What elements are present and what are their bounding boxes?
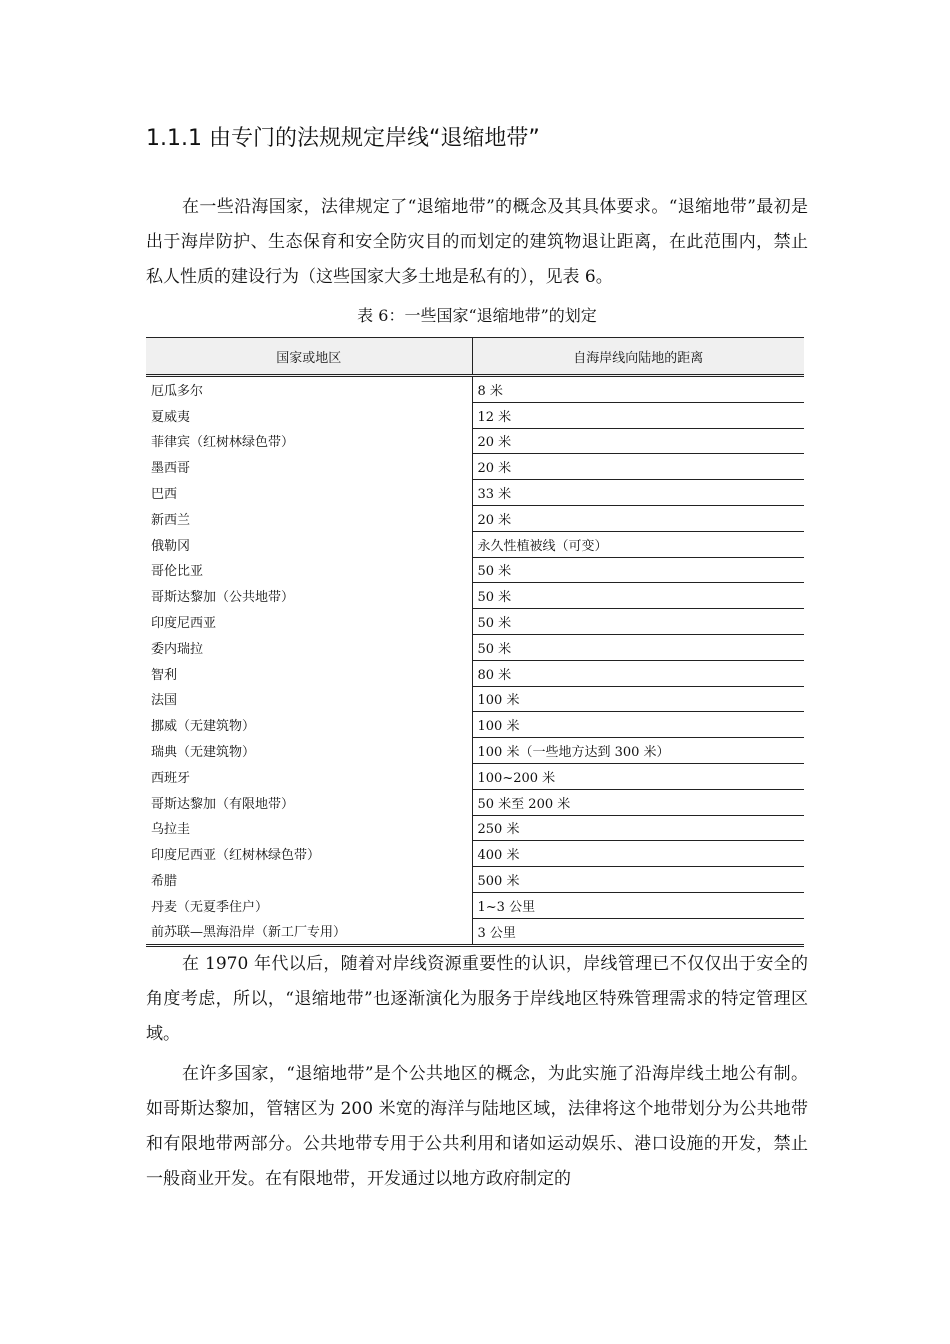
cell-distance: 100 米: [472, 686, 804, 712]
cell-region: 墨西哥: [146, 454, 472, 480]
table-row: [146, 841, 804, 867]
cell-distance: 50 米至 200 米: [472, 789, 804, 815]
paragraph-evolution: 在 1970 年代以后，随着对岸线资源重要性的认识，岸线管理已不仅仅出于安全的角度考虑，所以，“退缩地带”也逐渐演化为服务于岸线地区特殊管理需求的特定管理区域。: [146, 954, 808, 1044]
cell-distance: 500 米: [472, 867, 804, 893]
table-row: [146, 505, 804, 531]
table-caption: 表 6：一些国家“退缩地带”的划定: [357, 306, 597, 325]
table-row: [146, 609, 804, 635]
cell-region: 挪威（无建筑物）: [146, 712, 472, 738]
cell-region: 厄瓜多尔: [146, 376, 472, 403]
table-row: [146, 815, 804, 841]
table-row: [146, 892, 804, 918]
setback-table: [146, 337, 804, 947]
cell-distance: 20 米: [472, 505, 804, 531]
table-row: [146, 376, 804, 403]
cell-region: 希腊: [146, 867, 472, 893]
column-header-region: 国家或地区: [146, 338, 472, 376]
cell-region: 哥斯达黎加（公共地带）: [146, 583, 472, 609]
paragraph-intro: 在一些沿海国家，法律规定了“退缩地带”的概念及其具体要求。“退缩地带”最初是出于海岸防护、生态保育和安全防灾目的而划定的建筑物退让距离，在此范围内，禁止私人性质的建设行为（这些国家大多土地是私有的），见表 6。: [146, 197, 808, 287]
table-row: [146, 918, 804, 945]
cell-region: 丹麦（无夏季住户）: [146, 892, 472, 918]
paragraph-public-land: 在许多国家，“退缩地带”是个公共地区的概念，为此实施了沿海岸线土地公有制。如哥斯达黎加，管辖区为 200 米宽的海洋与陆地区域，法律将这个地带划分为公共地带和有限地带两部分。公共地带专用于公共利用和诸如运动娱乐、港口设施的开发，禁止一般商业开发。在有限地带，开发通过以地方政府制定的: [146, 1064, 808, 1189]
cell-region: 法国: [146, 686, 472, 712]
cell-distance: 100~200 米: [472, 763, 804, 789]
cell-distance: 8 米: [472, 376, 804, 403]
table-row: [146, 789, 804, 815]
cell-region: 新西兰: [146, 505, 472, 531]
cell-region: 乌拉圭: [146, 815, 472, 841]
cell-region: 菲律宾（红树林绿色带）: [146, 428, 472, 454]
cell-distance: 20 米: [472, 454, 804, 480]
cell-region: 瑞典（无建筑物）: [146, 738, 472, 764]
table-row: [146, 557, 804, 583]
table-row: [146, 454, 804, 480]
table-row: [146, 428, 804, 454]
table-row: [146, 531, 804, 557]
table-row: [146, 583, 804, 609]
cell-distance: 20 米: [472, 428, 804, 454]
cell-region: 哥伦比亚: [146, 557, 472, 583]
cell-distance: 100 米: [472, 712, 804, 738]
cell-distance: 250 米: [472, 815, 804, 841]
cell-region: 前苏联—黑海沿岸（新工厂专用）: [146, 918, 472, 945]
cell-distance: 3 公里: [472, 918, 804, 945]
table-header-row: [146, 338, 804, 376]
cell-region: 西班牙: [146, 763, 472, 789]
cell-region: 印度尼西亚（红树林绿色带）: [146, 841, 472, 867]
section-heading: 1.1.1 由专门的法规规定岸线“退缩地带”: [146, 126, 540, 151]
column-header-distance: 自海岸线向陆地的距离: [472, 338, 804, 376]
cell-distance: 400 米: [472, 841, 804, 867]
table-row: [146, 402, 804, 428]
cell-distance: 永久性植被线（可变）: [472, 531, 804, 557]
table-row: [146, 480, 804, 506]
cell-distance: 50 米: [472, 557, 804, 583]
cell-distance: 50 米: [472, 583, 804, 609]
cell-distance: 80 米: [472, 660, 804, 686]
table-row: [146, 867, 804, 893]
cell-distance: 12 米: [472, 402, 804, 428]
cell-region: 委内瑞拉: [146, 634, 472, 660]
table-row: [146, 660, 804, 686]
cell-region: 智利: [146, 660, 472, 686]
cell-distance: 1~3 公里: [472, 892, 804, 918]
table-row: [146, 763, 804, 789]
table-row: [146, 712, 804, 738]
table-row: [146, 686, 804, 712]
cell-distance: 100 米（一些地方达到 300 米）: [472, 738, 804, 764]
cell-region: 哥斯达黎加（有限地带）: [146, 789, 472, 815]
table-row: [146, 738, 804, 764]
table-row: [146, 634, 804, 660]
cell-region: 印度尼西亚: [146, 609, 472, 635]
cell-region: 夏威夷: [146, 402, 472, 428]
cell-distance: 50 米: [472, 634, 804, 660]
cell-region: 巴西: [146, 480, 472, 506]
cell-distance: 33 米: [472, 480, 804, 506]
cell-distance: 50 米: [472, 609, 804, 635]
cell-region: 俄勒冈: [146, 531, 472, 557]
